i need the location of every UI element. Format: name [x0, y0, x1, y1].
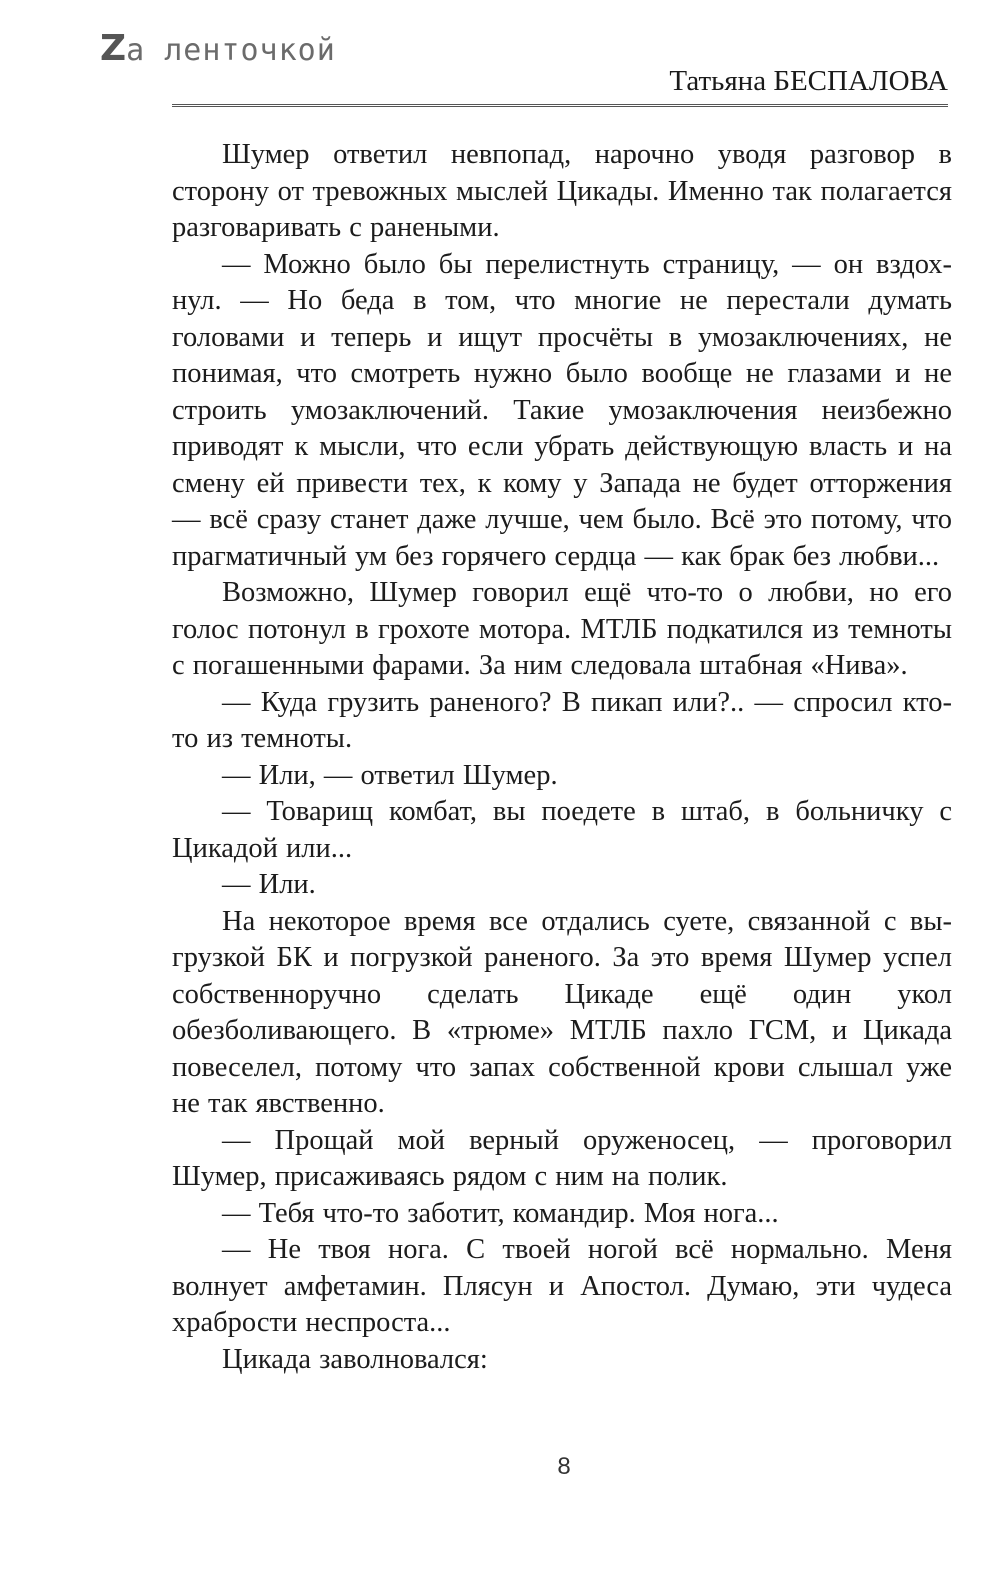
paragraph: — Или, — ответил Шумер. — [222, 759, 558, 791]
paragraph: На некоторое время все отдались суете, связанной с выгрузкой БК и погрузкой раненого. За это время Шумер успел собственноручно сделать Цикаде ещё один укол обезболивающего. В «трюме» МТЛБ пахло ГСМ, и Цикада повеселел, потому что запах собственной крови слышал уже не так явственно. — [172, 905, 952, 1119]
paragraph: — Прощай мой верный оруженосец, — проговорил Шумер, присаживаясь рядом с ним на полик. — [172, 1124, 952, 1192]
paragraph: Шумер ответил невпопад, нарочно уводя разговор в сторону от тревожных мыслей Цикады. Именно так полагается разговаривать с ранеными. — [172, 139, 952, 243]
page-number: 8 — [557, 1453, 571, 1480]
author-name: Татьяна БЕСПАЛОВА — [669, 65, 948, 97]
paragraph: — Не твоя нога. С твоей ногой всё нормально. Меня волнует амфетамин. Плясун и Апостол. Думаю, эти чудеса храбрости неспроста... — [172, 1234, 952, 1338]
paragraph: — Тебя что-то заботит, командир. Моя нога... — [222, 1197, 779, 1229]
series-title-rest: а ленточкой — [126, 33, 336, 68]
paragraph: — Можно было бы перелистнуть страницу, — он вздохнул. — Но беда в том, что многие не перестали думать головами и теперь и ищут просчёты в умозаключениях, не понимая, что смотреть нужно было вообще не глазами и не строить умозаключений. Такие умозаключения неизбежно приводят к мысли, что если убрать действующую власть и на смену ей привести тех, к кому у Запада не будет отторжения — всё сразу станет даже лучше, чем было. Всё это потому, что прагматичный ум без горячего сердца — как брак без любви... — [172, 248, 952, 572]
header-divider — [172, 104, 948, 107]
series-title-initial: Z — [100, 28, 127, 69]
body-text — [172, 137, 952, 1378]
paragraph: — Товарищ комбат, вы поедете в штаб, в больничку с Цикадой или... — [172, 796, 952, 864]
series-title — [100, 28, 336, 69]
paragraph: Цикада заволновался: — [222, 1343, 488, 1375]
paragraph: — Куда грузить раненого? В пикап или?.. — спросил кто-то из темноты. — [172, 686, 952, 754]
paragraph: — Или. — [222, 869, 316, 900]
paragraph: Возможно, Шумер говорил ещё что-то о любви, но его голос потонул в грохоте мотора. МТЛБ подкатился из темноты с погашенными фарами. За ним следовала штабная «Нива». — [172, 577, 952, 681]
